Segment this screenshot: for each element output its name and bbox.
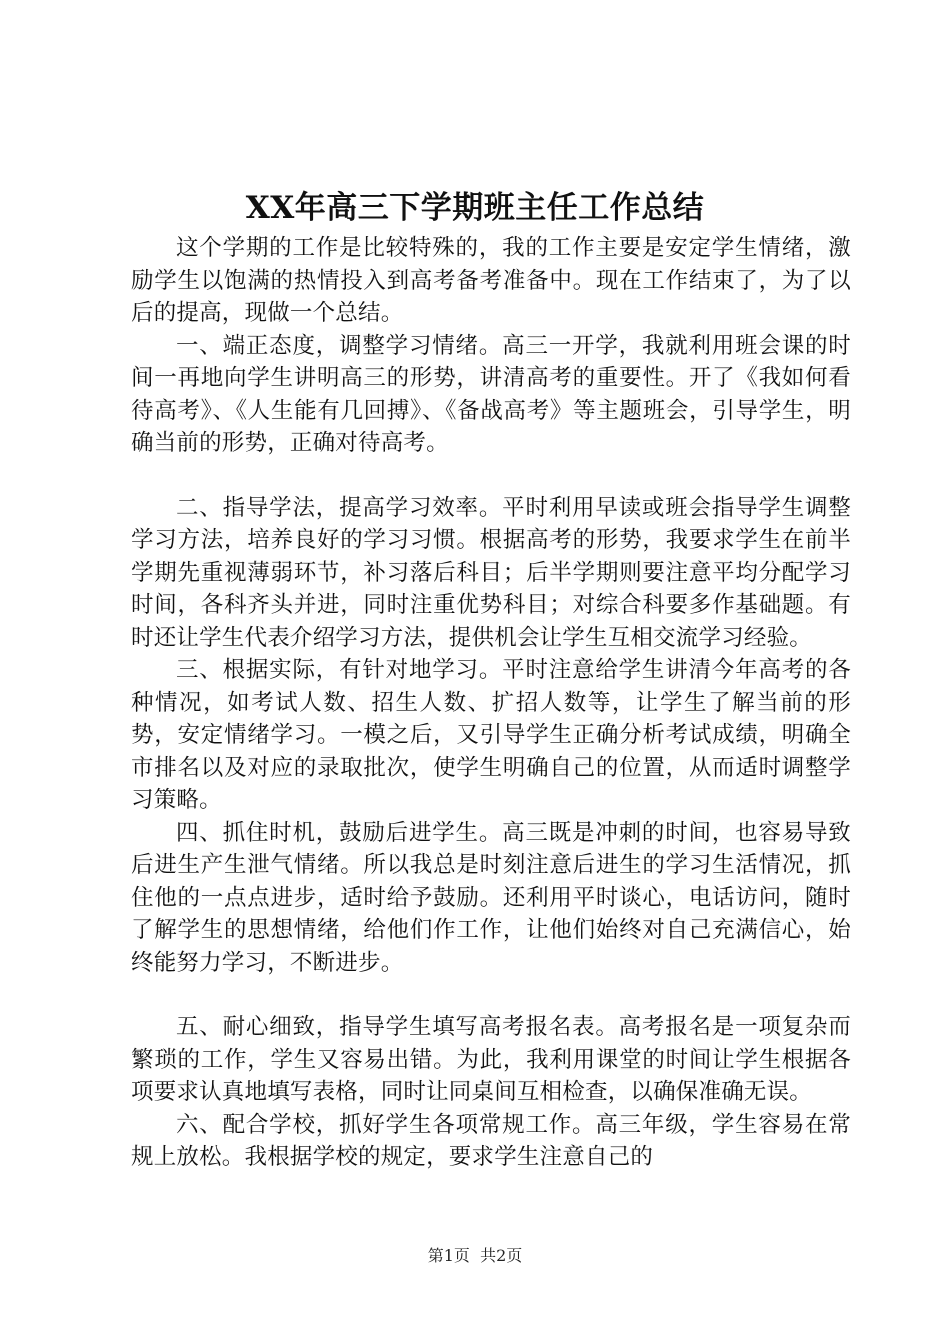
- document-title: XX年高三下学期班主任工作总结: [245, 190, 705, 226]
- paragraph-section-6: 六、配合学校，抓好学生各项常规工作。高三年级，学生容易在常规上放松。我根据学校的规定，要求学生注意自己的: [131, 1111, 851, 1170]
- paragraph-intro: 这个学期的工作是比较特殊的，我的工作主要是安定学生情绪，激励学生以饱满的热情投入到高考备考准备中。现在工作结束了，为了以后的提高，现做一个总结。: [131, 235, 851, 326]
- paragraph-section-3: 三、根据实际，有针对地学习。平时注意给学生讲清今年高考的各种情况，如考试人数、招生人数、扩招人数等，让学生了解当前的形势，安定情绪学习。一模之后，又引导学生正确分析考试成绩，明确全市排名以及对应的录取批次，使学生明确自己的位置，从而适时调整学习策略。: [131, 657, 851, 813]
- page-total: 共2页: [480, 1246, 523, 1265]
- document-body: [131, 232, 851, 1174]
- page-number: 第1页: [427, 1246, 470, 1265]
- paragraph-section-4: 四、抓住时机，鼓励后进学生。高三既是冲刺的时间，也容易导致后进生产生泄气情绪。所以我总是时刻注意后进生的学习生活情况，抓住他的一点点进步，适时给予鼓励。还利用平时谈心，电话访问，随时了解学生的思想情绪，给他们作工作，让他们始终对自己充满信心，始终能努力学习，不断进步。: [131, 819, 851, 976]
- paragraph-section-1: 一、端正态度，调整学习情绪。高三一开学，我就利用班会课的时间一再地向学生讲明高三的形势，讲清高考的重要性。开了《我如何看待高考》、《人生能有几回搏》、《备战高考》等主题班会，引导学生，明确当前的形势，正确对待高考。: [131, 332, 851, 456]
- paragraph-section-2: 二、指导学法，提高学习效率。平时利用早读或班会指导学生调整学习方法，培养良好的学习习惯。根据高考的形势，我要求学生在前半学期先重视薄弱环节，补习落后科目；后半学期则要注意平均分配学习时间，各科齐头并进，同时注重优势科目；对综合科要多作基础题。有时还让学生代表介绍学习方法，提供机会让学生互相交流学习经验。: [131, 494, 851, 651]
- page-footer: [0, 1244, 950, 1268]
- paragraph-section-5: 五、耐心细致，指导学生填写高考报名表。高考报名是一项复杂而繁琐的工作，学生又容易出错。为此，我利用课堂的时间让学生根据各项要求认真地填写表格，同时让同桌间互相检查，以确保准确无误。: [131, 1014, 851, 1105]
